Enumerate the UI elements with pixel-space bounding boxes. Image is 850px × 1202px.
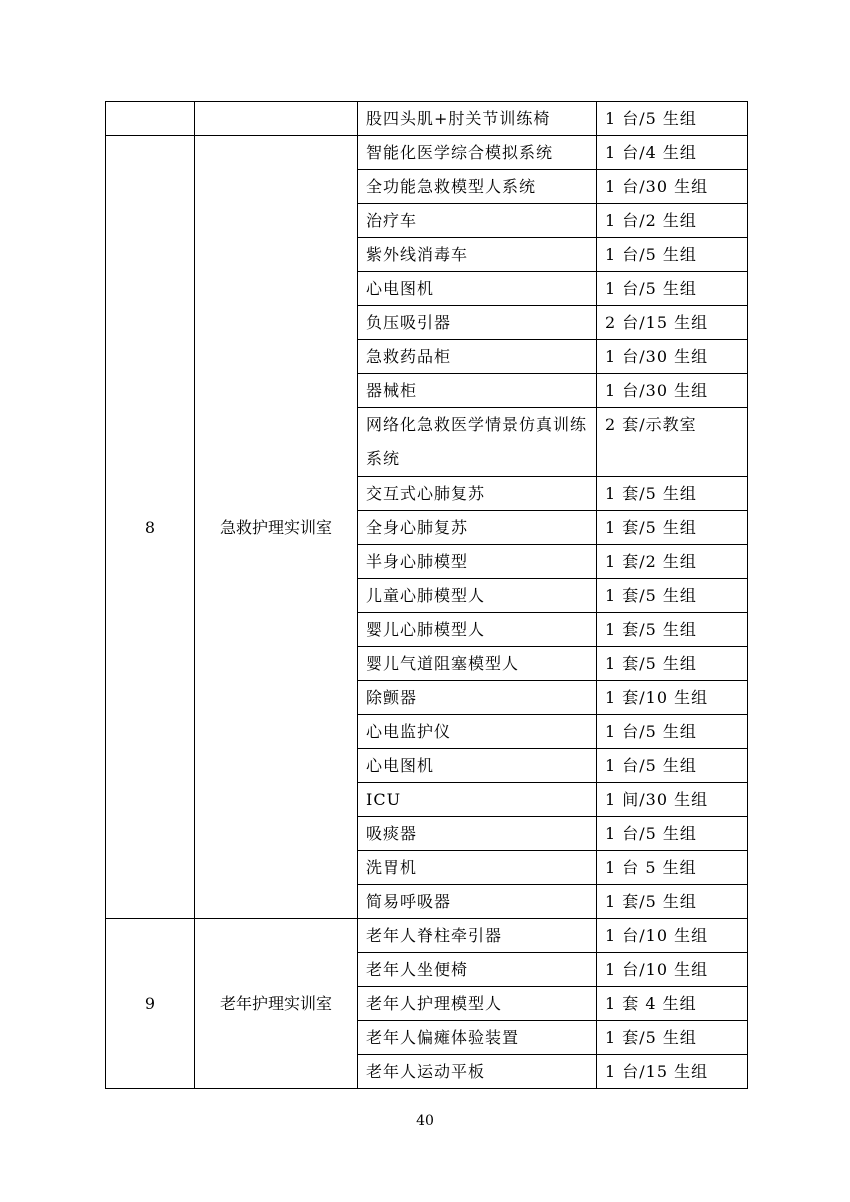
equipment-name-cell: 老年人偏瘫体验装置 <box>358 1021 597 1055</box>
equipment-name-cell: 除颤器 <box>358 681 597 715</box>
equipment-name-cell: 儿童心肺模型人 <box>358 579 597 613</box>
quantity-cell: 1 台/10 生组 <box>597 919 748 953</box>
quantity-cell: 1 套/5 生组 <box>597 1021 748 1055</box>
quantity-cell: 1 台/30 生组 <box>597 374 748 408</box>
equipment-name-cell: 交互式心肺复苏 <box>358 477 597 511</box>
room-cell <box>195 102 358 136</box>
equipment-name-cell: 心电图机 <box>358 749 597 783</box>
quantity-cell: 2 台/15 生组 <box>597 306 748 340</box>
quantity-cell: 1 套/5 生组 <box>597 579 748 613</box>
quantity-cell: 1 套/5 生组 <box>597 477 748 511</box>
group-number-cell: 8 <box>106 136 195 919</box>
quantity-cell: 1 台/5 生组 <box>597 715 748 749</box>
quantity-cell: 1 套/2 生组 <box>597 545 748 579</box>
quantity-cell: 1 间/30 生组 <box>597 783 748 817</box>
quantity-cell: 1 台/2 生组 <box>597 204 748 238</box>
table-row <box>106 102 748 136</box>
quantity-cell: 1 套/5 生组 <box>597 613 748 647</box>
page-number: 40 <box>416 1113 434 1129</box>
equipment-name-cell: 全功能急救模型人系统 <box>358 170 597 204</box>
equipment-name-cell: 简易呼吸器 <box>358 885 597 919</box>
quantity-cell: 1 台/5 生组 <box>597 817 748 851</box>
quantity-cell: 1 台/30 生组 <box>597 340 748 374</box>
equipment-name-cell: 老年人护理模型人 <box>358 987 597 1021</box>
equipment-name-cell: ICU <box>358 783 597 817</box>
equipment-name-cell: 婴儿心肺模型人 <box>358 613 597 647</box>
quantity-cell: 1 台/15 生组 <box>597 1055 748 1089</box>
quantity-cell: 1 套/5 生组 <box>597 647 748 681</box>
group-number-cell: 9 <box>106 919 195 1089</box>
equipment-name-cell: 老年人脊柱牵引器 <box>358 919 597 953</box>
equipment-name-cell: 心电监护仪 <box>358 715 597 749</box>
quantity-cell: 1 台 5 生组 <box>597 851 748 885</box>
quantity-cell: 1 套 4 生组 <box>597 987 748 1021</box>
equipment-name-cell: 智能化医学综合模拟系统 <box>358 136 597 170</box>
equipment-name-cell: 紫外线消毒车 <box>358 238 597 272</box>
quantity-cell: 1 套/5 生组 <box>597 885 748 919</box>
table-row <box>106 136 748 170</box>
equipment-name-cell: 老年人运动平板 <box>358 1055 597 1089</box>
equipment-name-cell: 洗胃机 <box>358 851 597 885</box>
quantity-cell: 1 台/5 生组 <box>597 272 748 306</box>
equipment-table-body <box>106 102 748 1089</box>
quantity-cell: 1 台/10 生组 <box>597 953 748 987</box>
quantity-cell: 2 套/示教室 <box>597 408 748 477</box>
table-row <box>106 919 748 953</box>
equipment-name-cell: 婴儿气道阻塞模型人 <box>358 647 597 681</box>
equipment-table <box>105 101 748 1089</box>
equipment-name-cell: 半身心肺模型 <box>358 545 597 579</box>
equipment-name-cell: 器械柜 <box>358 374 597 408</box>
equipment-name-cell: 吸痰器 <box>358 817 597 851</box>
quantity-cell: 1 台/5 生组 <box>597 238 748 272</box>
room-name-cell: 急救护理实训室 <box>195 136 358 919</box>
equipment-name-cell: 股四头肌+肘关节训练椅 <box>358 102 597 136</box>
equipment-name-cell: 治疗车 <box>358 204 597 238</box>
quantity-cell: 1 台/30 生组 <box>597 170 748 204</box>
quantity-cell: 1 台/4 生组 <box>597 136 748 170</box>
quantity-cell: 1 台/5 生组 <box>597 749 748 783</box>
number-cell <box>106 102 195 136</box>
room-name-cell: 老年护理实训室 <box>195 919 358 1089</box>
equipment-name-cell: 负压吸引器 <box>358 306 597 340</box>
equipment-name-cell: 急救药品柜 <box>358 340 597 374</box>
equipment-name-cell: 全身心肺复苏 <box>358 511 597 545</box>
quantity-cell: 1 台/5 生组 <box>597 102 748 136</box>
equipment-name-cell: 网络化急救医学情景仿真训练系统 <box>358 408 597 477</box>
quantity-cell: 1 套/10 生组 <box>597 681 748 715</box>
equipment-name-cell: 老年人坐便椅 <box>358 953 597 987</box>
quantity-cell: 1 套/5 生组 <box>597 511 748 545</box>
equipment-name-cell: 心电图机 <box>358 272 597 306</box>
